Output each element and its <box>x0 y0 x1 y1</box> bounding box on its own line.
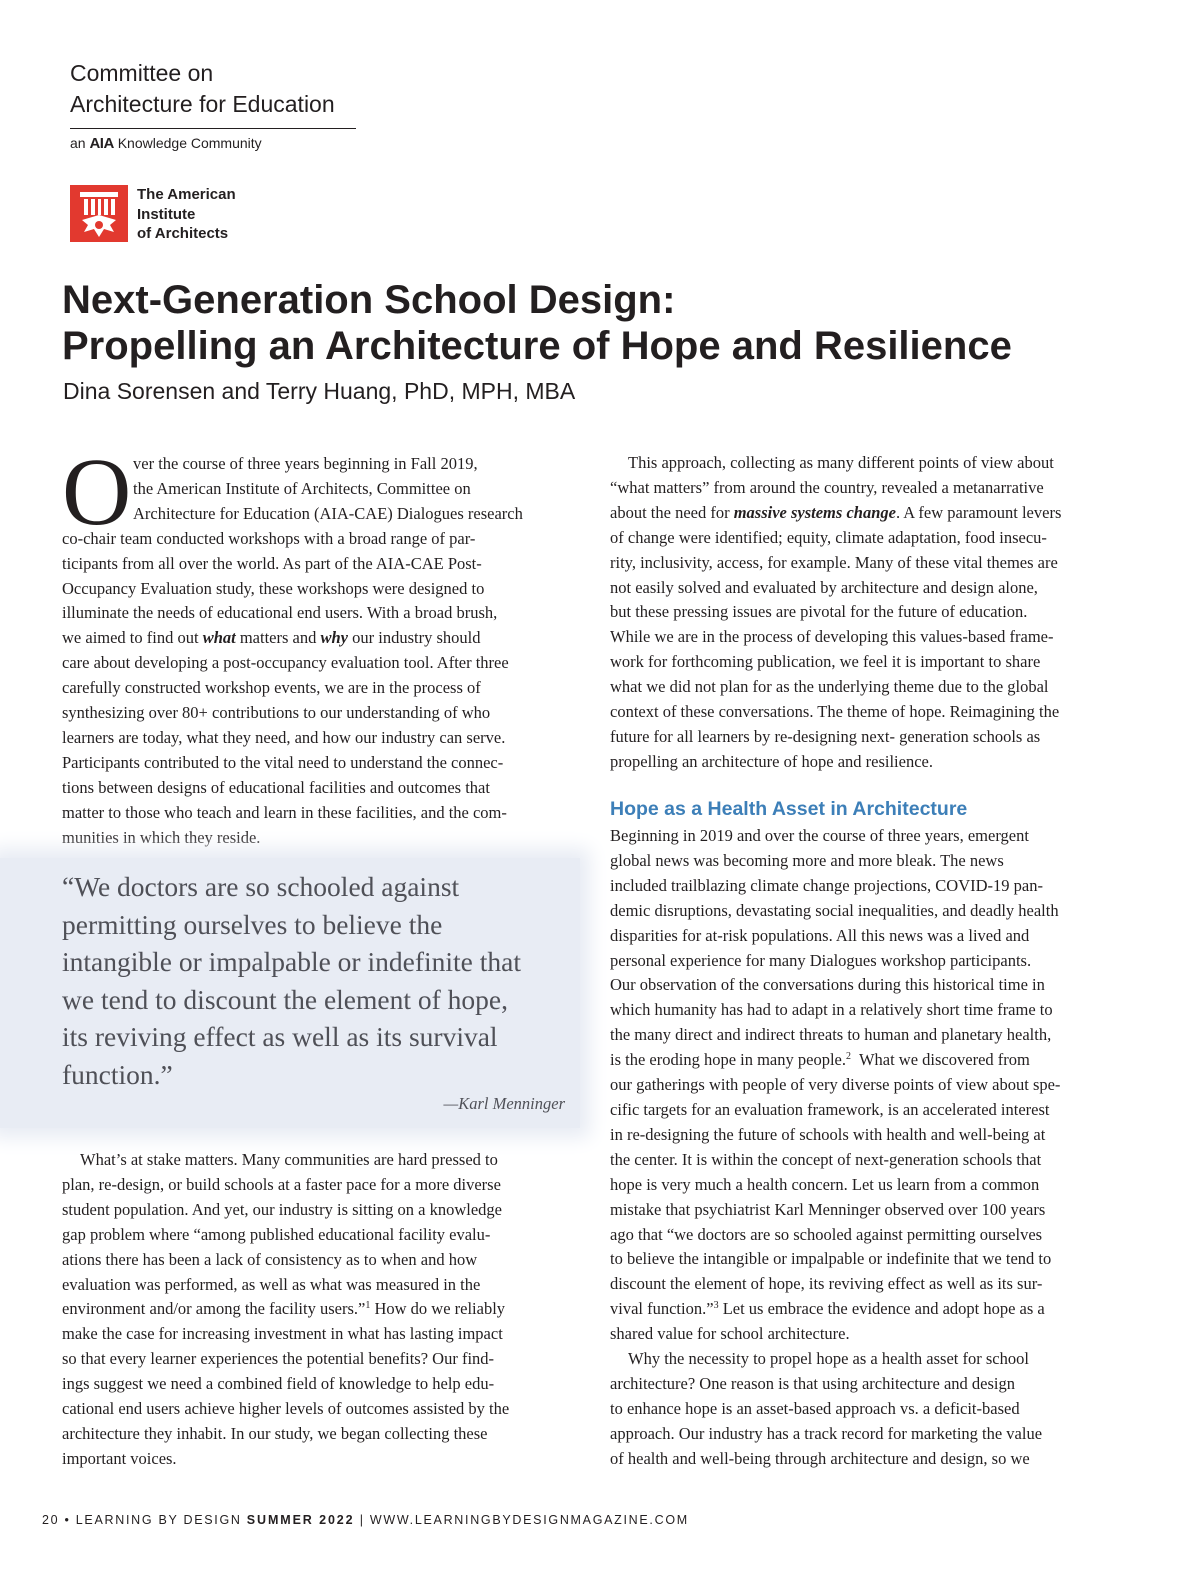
emphasis-massive-systems-change: massive systems change <box>733 502 896 522</box>
necessity-line: Why the necessity to propel hope as a health asset for school <box>628 1349 1029 1369</box>
pull-quote <box>62 868 521 1094</box>
aia-name-line-3: of Architects <box>137 225 229 242</box>
hope-line: our gatherings with people of very diverse points of view about spe- <box>610 1075 1061 1095</box>
approach-line: “what matters” from around the country, revealed a metanarrative <box>610 477 1044 497</box>
aia-name-line-1: The American <box>137 186 236 203</box>
hope-line-footnote-3: vival function.”$^3$ Let us embrace the evidence and adopt hope as a <box>610 1299 1045 1319</box>
intro-line: ticipants from all over the world. As part of the AIA-CAE Post- <box>62 553 482 573</box>
stakes-line: important voices. <box>62 1448 177 1468</box>
approach-line: what we did not plan for as the underlying theme due to the global <box>610 677 1049 697</box>
page-footer <box>42 1513 689 1527</box>
intro-line: carefully constructed workshop events, we are in the process of <box>62 678 481 698</box>
issue-label: SUMMER 2022 <box>246 1513 355 1527</box>
hope-line: personal experience for many Dialogues workshop participants. <box>610 950 1032 970</box>
stakes-paragraph <box>62 1148 509 1472</box>
intro-line: Architecture for Education (AIA-CAE) Dialogues research <box>133 503 523 523</box>
approach-line-emphasis: about the need for massive systems change. A few paramount levers <box>610 502 1062 522</box>
stakes-line: architecture they inhabit. In our study, we began collecting these <box>62 1423 488 1443</box>
intro-line: synthesizing over 80+ contributions to our understanding of who <box>62 703 491 723</box>
emphasis-why: why <box>320 628 348 648</box>
header-divider <box>70 128 356 129</box>
necessity-line: to enhance hope is an asset-based approach vs. a deficit-based <box>610 1398 1020 1418</box>
hope-line: cific targets for an evaluation framework, is an accelerated interest <box>610 1099 1050 1119</box>
intro-indented-lines <box>133 452 523 527</box>
magazine-name: LEARNING BY DESIGN <box>75 1513 242 1527</box>
quote-line: permitting ourselves to believe the <box>62 908 443 940</box>
section-heading: Hope as a Health Asset in Architecture <box>610 798 968 820</box>
hope-line: global news was becoming more and more bleak. The news <box>610 850 1004 870</box>
quote-line: intangible or impalpable or indefinite that <box>62 946 521 978</box>
magazine-website: WWW.LEARNINGBYDESIGNMAGAZINE.COM <box>369 1513 689 1527</box>
aia-logo-icon <box>70 185 128 242</box>
quote-line: function.” <box>62 1058 173 1090</box>
footnote-ref-2: 2 <box>846 1051 851 1063</box>
page-number: 20 <box>42 1513 60 1527</box>
approach-paragraph <box>610 451 1061 775</box>
article-authors: Dina Sorensen and Terry Huang, PhD, MPH, MBA <box>63 378 576 404</box>
quote-line: its reviving effect as well as its survival <box>62 1021 498 1053</box>
intro-line: illuminate the needs of educational end users. With a broad brush, <box>62 603 498 623</box>
intro-line: the American Institute of Architects, Committee on <box>133 478 471 498</box>
stakes-line: make the case for increasing investment in what has lasting impact <box>62 1324 503 1344</box>
stakes-line: What’s at stake matters. Many communities are hard pressed to <box>80 1150 498 1169</box>
intro-line: tions between designs of educational facilities and outcomes that <box>62 777 490 797</box>
hope-line: demic disruptions, devastating social inequalities, and deadly health <box>610 900 1059 920</box>
intro-line: Occupancy Evaluation study, these workshops were designed to <box>62 578 485 598</box>
intro-paragraph <box>62 527 509 851</box>
approach-line: While we are in the process of developing this values-based frame- <box>610 627 1054 647</box>
hope-line: Our observation of the conversations during this historical time in <box>610 975 1045 995</box>
intro-line: Participants contributed to the vital need to understand the connec- <box>62 752 504 772</box>
stakes-line: cational end users achieve higher levels of outcomes assisted by the <box>62 1399 510 1419</box>
committee-line-1: Committee on <box>70 60 214 86</box>
approach-line: but these pressing issues are pivotal for the future of education. <box>610 602 1028 622</box>
necessity-line: architecture? One reason is that using architecture and design <box>610 1373 1015 1393</box>
approach-line: rity, inclusivity, access, for example. Many of these vital themes are <box>610 552 1058 572</box>
intro-line-what-why: we aimed to find out what matters and why our industry should <box>62 628 481 648</box>
necessity-line: approach. Our industry has a track record for marketing the value <box>610 1423 1043 1443</box>
stakes-line: ings suggest we need a combined field of knowledge to help edu- <box>62 1374 495 1394</box>
knowledge-community-tagline <box>70 134 262 153</box>
hope-line: Beginning in 2019 and over the course of three years, emergent <box>610 826 1029 845</box>
hope-line: shared value for school architecture. <box>610 1324 850 1344</box>
knowledge-prefix: an <box>70 135 86 151</box>
approach-line: future for all learners by re-designing next- generation schools as <box>610 726 1041 746</box>
approach-line: context of these conversations. The theme of hope. Reimagining the <box>610 702 1060 722</box>
stakes-line-footnote-1: environment and/or among the facility users.”$^1$ How do we reliably <box>62 1299 506 1319</box>
stakes-line: gap problem where “among published educational facility evalu- <box>62 1224 491 1244</box>
hope-line: disparities for at-risk populations. All this news was a lived and <box>610 925 1030 945</box>
approach-line: propelling an architecture of hope and resilience. <box>610 751 933 771</box>
hope-line: which humanity has had to adapt in a relatively short time frame to <box>610 1000 1053 1020</box>
committee-line-2: Architecture for Education <box>70 91 335 117</box>
hope-line: to believe the intangible or impalpable or indefinite that we tend to <box>610 1249 1052 1269</box>
intro-line: co-chair team conducted workshops with a broad range of par- <box>62 528 476 548</box>
quote-attribution: —Karl Menninger <box>443 1094 565 1113</box>
committee-title <box>70 58 370 120</box>
intro-line: care about developing a post-occupancy evaluation tool. After three <box>62 653 509 673</box>
intro-line: ver the course of three years beginning in Fall 2019, <box>133 454 478 473</box>
approach-line: not easily solved and evaluated by architecture and design alone, <box>610 577 1038 597</box>
hope-line: the many direct and indirect threats to human and planetary health, <box>610 1025 1052 1045</box>
stakes-line: student population. And yet, our industry is sitting on a knowledge <box>62 1199 502 1219</box>
stakes-line: plan, re-design, or build schools at a faster pace for a more diverse <box>62 1174 501 1194</box>
hope-line: included trailblazing climate change projections, COVID-19 pan- <box>610 875 1043 895</box>
approach-line: work for forthcoming publication, we feel it is important to share <box>610 652 1041 672</box>
footnote-ref-1: 1 <box>365 1300 371 1312</box>
intro-line: learners are today, what they need, and how our industry can serve. <box>62 727 506 747</box>
quote-line: “We doctors are so schooled against <box>62 871 460 902</box>
stakes-line: ations there has been a lack of consistency as to when and how <box>62 1249 478 1269</box>
title-line-1: Next-Generation School Design: <box>62 278 676 322</box>
hope-line-footnote-2: is the eroding hope in many people.$^2$ What we discovered from <box>610 1050 1030 1070</box>
knowledge-suffix: Knowledge Community <box>117 135 262 151</box>
stakes-line: so that every learner experiences the potential benefits? Our find- <box>62 1349 495 1369</box>
intro-line: matter to those who teach and learn in these facilities, and the com- <box>62 802 507 822</box>
hope-paragraph <box>610 824 1060 1472</box>
quote-line: we tend to discount the element of hope, <box>62 983 508 1015</box>
aia-wordmark <box>137 185 236 244</box>
drop-cap: O <box>62 438 132 545</box>
hope-line: discount the element of hope, its reviving effect as well as its sur- <box>610 1274 1043 1294</box>
stakes-line: evaluation was performed, as well as what was measured in the <box>62 1274 481 1294</box>
approach-line: This approach, collecting as many different points of view about <box>628 453 1054 472</box>
hope-line: the center. It is within the concept of next-generation schools that <box>610 1149 1042 1169</box>
necessity-line: of health and well-being through architecture and design, so we <box>610 1448 1030 1468</box>
title-line-2: Propelling an Architecture of Hope and Resilience <box>62 324 1012 368</box>
intro-line: munities in which they reside. <box>62 827 261 847</box>
footnote-ref-3: 3 <box>713 1300 719 1312</box>
footer-separator: | <box>359 1513 365 1527</box>
hope-line: in re-designing the future of schools with health and well-being at <box>610 1124 1046 1144</box>
hope-line: hope is very much a health concern. Let us learn from a common <box>610 1174 1040 1194</box>
article-title <box>62 277 1162 369</box>
emphasis-what: what <box>202 628 236 648</box>
footer-bullet: • <box>64 1513 71 1527</box>
hope-line: mistake that psychiatrist Karl Menninger observed over 100 years <box>610 1199 1046 1219</box>
aia-name-line-2: Institute <box>137 205 196 223</box>
knowledge-brand: AIA <box>89 135 114 152</box>
hope-line: ago that “we doctors are so schooled against permitting ourselves <box>610 1224 1043 1244</box>
approach-line: of change were identified; equity, climate adaptation, food insecu- <box>610 527 1047 547</box>
